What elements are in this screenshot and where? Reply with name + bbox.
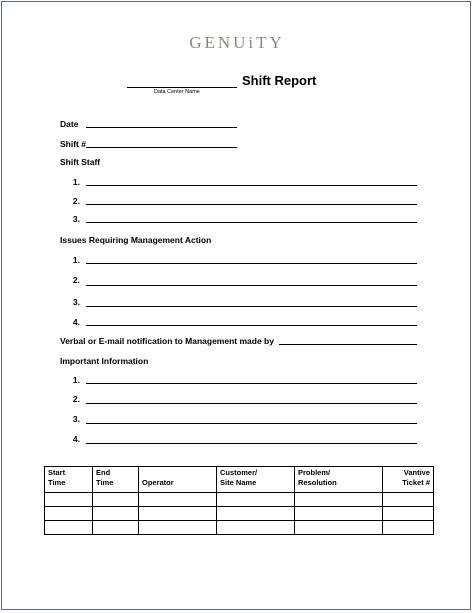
table-cell[interactable] xyxy=(295,521,383,535)
table-cell[interactable] xyxy=(139,521,217,535)
issue-field-2[interactable] xyxy=(86,285,417,286)
column-header-vantive-ticket: Vantive Ticket # xyxy=(383,467,434,493)
table-cell[interactable] xyxy=(45,493,93,507)
issue-number-1: 1. xyxy=(72,255,80,265)
table-row xyxy=(45,521,434,535)
shift-staff-label: Shift Staff xyxy=(60,157,101,167)
shift-number-label: Shift # xyxy=(60,139,86,149)
table-cell[interactable] xyxy=(295,507,383,521)
notification-label: Verbal or E-mail notification to Management made by xyxy=(60,336,274,346)
table-cell[interactable] xyxy=(295,493,383,507)
column-header-end-time: End Time xyxy=(93,467,139,493)
column-header-start-time: Start Time xyxy=(45,467,93,493)
info-number-2: 2. xyxy=(72,394,80,404)
info-field-2[interactable] xyxy=(86,403,417,404)
issue-field-1[interactable] xyxy=(86,263,417,264)
table-header-row xyxy=(45,467,434,493)
info-field-3[interactable] xyxy=(86,423,417,424)
issue-field-4[interactable] xyxy=(86,325,417,326)
notification-field[interactable] xyxy=(279,344,417,345)
date-label: Date xyxy=(60,119,79,129)
column-header-problem-resolution: Problem/ Resolution xyxy=(295,467,383,493)
table-cell[interactable] xyxy=(139,507,217,521)
data-center-name-caption: Data Center Name xyxy=(154,89,200,95)
table-cell[interactable] xyxy=(217,507,295,521)
issues-label: Issues Requiring Management Action xyxy=(60,235,212,245)
column-header-operator: Operator xyxy=(139,467,217,493)
date-field[interactable] xyxy=(86,127,237,128)
table-cell[interactable] xyxy=(139,493,217,507)
info-number-1: 1. xyxy=(72,375,80,385)
table-cell[interactable] xyxy=(45,521,93,535)
table-cell[interactable] xyxy=(383,507,434,521)
info-number-4: 4. xyxy=(72,434,80,444)
table-cell[interactable] xyxy=(93,493,139,507)
staff-number-1: 1. xyxy=(72,177,80,187)
info-field-4[interactable] xyxy=(86,443,417,444)
table-cell[interactable] xyxy=(217,521,295,535)
info-number-3: 3. xyxy=(72,414,80,424)
table-cell[interactable] xyxy=(93,521,139,535)
table-cell[interactable] xyxy=(383,493,434,507)
table-cell[interactable] xyxy=(93,507,139,521)
shift-number-field[interactable] xyxy=(86,147,237,148)
staff-field-3[interactable] xyxy=(86,222,417,223)
data-center-name-field[interactable] xyxy=(127,87,237,88)
staff-field-2[interactable] xyxy=(86,204,417,205)
issue-field-3[interactable] xyxy=(86,306,417,307)
page-title: Shift Report xyxy=(242,73,317,88)
staff-number-2: 2. xyxy=(72,196,80,206)
issue-number-3: 3. xyxy=(72,297,80,307)
info-field-1[interactable] xyxy=(86,383,417,384)
column-header-customer-site: Customer/ Site Name xyxy=(217,467,295,493)
table-cell[interactable] xyxy=(217,493,295,507)
staff-field-1[interactable] xyxy=(86,185,417,186)
table-cell[interactable] xyxy=(45,507,93,521)
important-info-label: Important Information xyxy=(60,356,149,366)
table-row xyxy=(45,507,434,521)
table-cell[interactable] xyxy=(383,521,434,535)
shift-log-table xyxy=(44,466,434,535)
issue-number-4: 4. xyxy=(72,317,80,327)
table-row xyxy=(45,493,434,507)
issue-number-2: 2. xyxy=(72,275,80,285)
genuity-logo: GENUiTY xyxy=(189,33,285,52)
staff-number-3: 3. xyxy=(72,214,80,224)
